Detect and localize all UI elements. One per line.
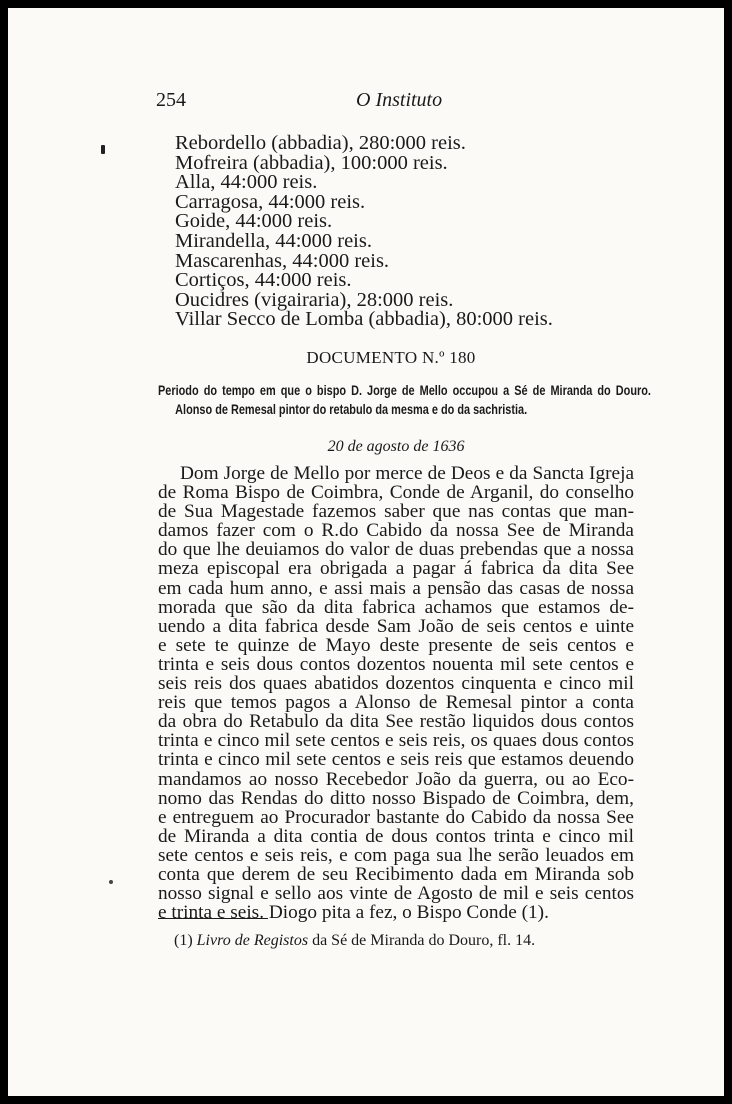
page-header: [156, 89, 646, 117]
footnote: [174, 932, 535, 950]
footnote-rest: da Sé de Miranda do Douro, fl. 14.: [312, 932, 536, 949]
body-line: de Miranda a dita contia de dous contos trinta e cinco mil: [158, 825, 634, 847]
body-line: morada que são da dita fabrica achamos que estamos de-: [158, 596, 634, 618]
body-line: meza episcopal era obrigada a pagar á fabrica da dita See: [158, 558, 634, 580]
body-line: de Sua Magestade fazemos saber que nas contas que man-: [158, 501, 634, 523]
body-line: em cada hum anno, e assi mais a pensão das casas de nossa: [158, 577, 634, 599]
footnote-marker: (1): [174, 932, 193, 949]
body-line: seis reis dos quaes abatidos dozentos cinquenta e cinco mil: [158, 673, 634, 695]
body-line: uendo a dita fabrica desde Sam João de seis centos e uinte: [158, 615, 634, 637]
body-line: sete centos e seis reis, e com paga sua lhe serão leuados em: [158, 844, 634, 866]
body-line: nosso signal e sello aos vinte de Agosto de mil e seis centos: [158, 883, 634, 905]
margin-dot: [109, 880, 113, 884]
body-line: nomo das Rendas do ditto nosso Bispado de Coimbra, dem,: [158, 787, 634, 809]
list-item: Carragosa, 44:000 reis.: [175, 190, 366, 213]
benefice-list: [175, 134, 695, 330]
list-item: Mofreira (abbadia), 100:000 reis.: [175, 151, 448, 174]
list-item: Alla, 44:000 reis.: [175, 171, 318, 194]
body-line: trinta e cinco mil sete centos e seis reis, os quaes dous contos: [158, 730, 634, 752]
body-line: e trinta e seis. Diogo pita a fez, o Bispo Conde (1).: [158, 902, 549, 924]
running-title: O Instituto: [356, 89, 443, 111]
list-item: Oucidres (vigairaria), 28:000 reis.: [175, 288, 454, 311]
body-line: reis que temos pagos a Alonso de Remesal pintor a conta: [158, 692, 634, 714]
body-line: Dom Jorge de Mello por merce de Deos e da Sancta Igreja: [180, 463, 634, 484]
list-item: Villar Secco de Lomba (abbadia), 80:000 reis.: [175, 308, 553, 331]
body-line: e sete te quinze de Mayo deste presente de seis centos e: [158, 634, 634, 656]
list-item: Goide, 44:000 reis.: [175, 210, 333, 233]
document-page: [8, 8, 724, 1096]
list-item: Rebordello (abbadia), 280:000 reis.: [175, 132, 466, 154]
body-line: do que lhe deuiamos do valor de duas prebendas que a nossa: [158, 539, 634, 561]
body-line: damos fazer com o R.do Cabido da nossa See de Miranda: [158, 520, 634, 542]
document-date: 20 de agosto de 1636: [327, 438, 465, 455]
document-title: DOCUMENTO N.º 180: [306, 348, 476, 367]
body-line: trinta e seis dous contos dozentos nouenta mil sete centos e: [158, 653, 634, 675]
footnote-rule: [158, 918, 268, 919]
body-line: mandamos ao nosso Recebedor João da guerra, ou ao Eco-: [158, 768, 634, 790]
body-line: de Roma Bispo de Coimbra, Conde de Arganil, do conselho: [158, 482, 634, 504]
body-line: trinta e cinco mil sete centos e seis reis que estamos deuendo: [158, 749, 634, 771]
body-line: e entreguem ao Procurador bastante do Cabido da nossa See: [158, 806, 634, 828]
body-line: conta que derem de seu Recibimento dada em Miranda sob: [158, 863, 634, 885]
document-summary: Periodo do tempo em que o bispo D. Jorge de Mello occupou a Sé de Miranda do Douro. Alonso de Remesal pintor do retabulo da mesma e do da sachristia.: [158, 382, 651, 417]
list-item: Mirandella, 44:000 reis.: [175, 229, 372, 252]
list-item: Mascarenhas, 44:000 reis.: [175, 249, 390, 272]
margin-mark: [101, 145, 105, 154]
body-line: da obra do Retabulo da dita See restão liquidos dous contos: [158, 711, 634, 733]
list-item: Cortiços, 44:000 reis.: [175, 269, 352, 292]
page-number: 254: [156, 89, 186, 111]
footnote-source-title: Livro de Registos: [196, 932, 309, 949]
document-body: [158, 464, 634, 922]
